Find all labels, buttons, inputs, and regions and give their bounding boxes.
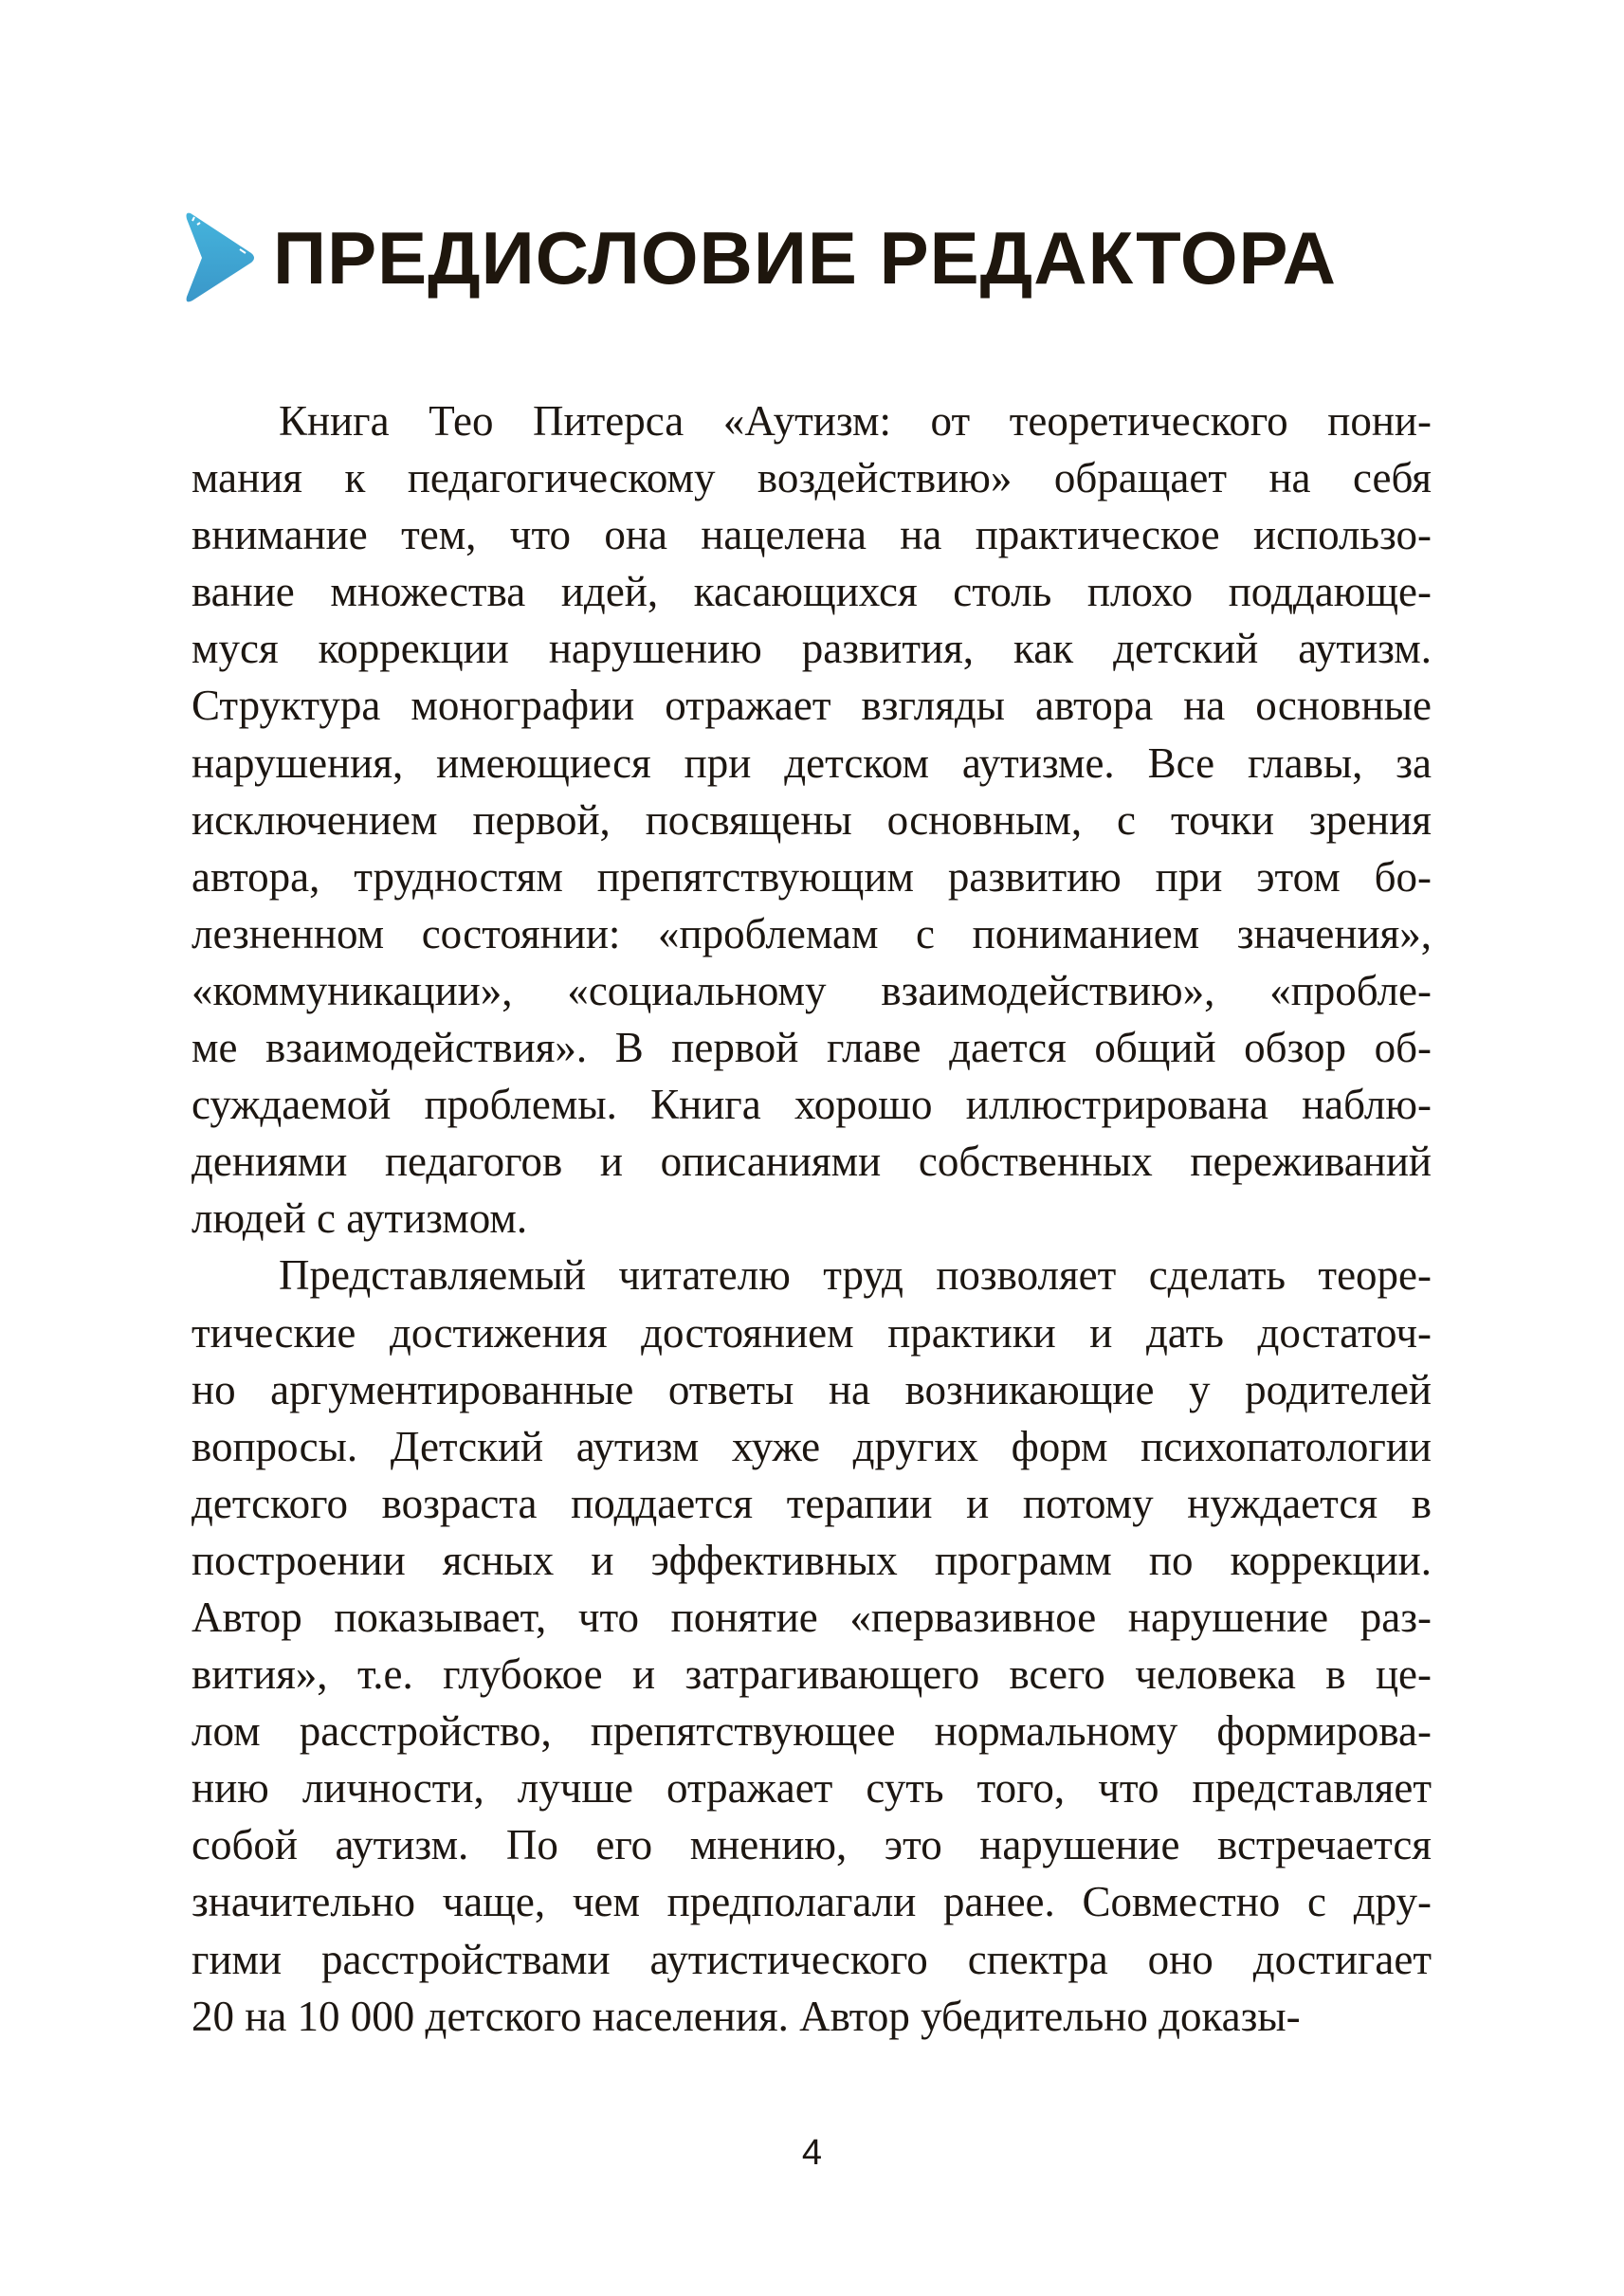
text-line: 20 на 10 000 детского населения. Автор убедительно доказы-	[192, 1992, 1301, 2040]
paragraph	[192, 1247, 1432, 2044]
text-line: детского возраста поддается терапии и потому нуждается в	[192, 1479, 1432, 1527]
text-line: лом расстройство, препятствующее нормальному формирова-	[192, 1707, 1432, 1756]
text-line: ме взаимодействия». В первой главе дается общий обзор об-	[192, 1024, 1432, 1072]
text-line: вопросы. Детский аутизм хуже других форм психопатологии	[192, 1422, 1432, 1470]
text-line: Структура монографии отражает взгляды автора на основные	[192, 682, 1432, 730]
text-line: гими расстройствами аутистического спектра оно достигает	[192, 1935, 1432, 1983]
text-line: автора, трудностям препятствующим развитию при этом бо-	[192, 852, 1432, 901]
text-line: суждаемой проблемы. Книга хорошо иллюстрирована наблю-	[192, 1081, 1432, 1129]
text-line: вание множества идей, касающихся столь плохо поддающе-	[192, 568, 1432, 616]
text-line: лезненном состоянии: «проблемам с пониманием значения»,	[192, 909, 1432, 957]
text-line: внимание тем, что она нацелена на практическое использо-	[192, 511, 1432, 559]
text-line: Книга Тео Питерса «Аутизм: от теоретического пони-	[279, 397, 1432, 445]
text-line: тические достижения достоянием практики и дать достаточ-	[192, 1308, 1432, 1357]
text-line: муся коррекции нарушению развития, как детский аутизм.	[192, 625, 1432, 673]
text-line: значительно чаще, чем предполагали ранее. Совместно с дру-	[192, 1878, 1432, 1926]
paragraph	[192, 392, 1432, 1247]
text-line: но аргументированные ответы на возникающие у родителей	[192, 1365, 1432, 1413]
page-number: 4	[801, 2133, 823, 2173]
text-line: «коммуникации», «социальному взаимодействию», «пробле-	[192, 966, 1432, 1014]
text-line: дениями педагогов и описаниями собственных переживаний	[192, 1138, 1432, 1186]
text-line: Автор показывает, что понятие «первазивное нарушение раз-	[192, 1593, 1432, 1641]
text-line: собой аутизм. По его мнению, это нарушение встречается	[192, 1821, 1432, 1869]
text-line: построении ясных и эффективных программ по коррекции.	[192, 1536, 1432, 1584]
text-line: Представляемый читателю труд позволяет сделать теоре-	[279, 1251, 1432, 1300]
text-line: людей с аутизмом.	[192, 1194, 528, 1243]
text-line: нарушения, имеющиеся при детском аутизме. Все главы, за	[192, 738, 1432, 787]
page-title: ПРЕДИСЛОВИЕ РЕДАКТОРА	[273, 216, 1337, 300]
body-text	[192, 392, 1432, 2045]
text-line: исключением первой, посвящены основным, с точки зрения	[192, 795, 1432, 844]
text-line: нию личности, лучше отражает суть того, что представляет	[192, 1764, 1432, 1813]
text-line: мания к педагогическому воздействию» обращает на себя	[192, 454, 1432, 502]
arrow-play-icon	[185, 211, 256, 304]
text-line: вития», т.е. глубокое и затрагивающего всего человека в це-	[192, 1650, 1432, 1699]
